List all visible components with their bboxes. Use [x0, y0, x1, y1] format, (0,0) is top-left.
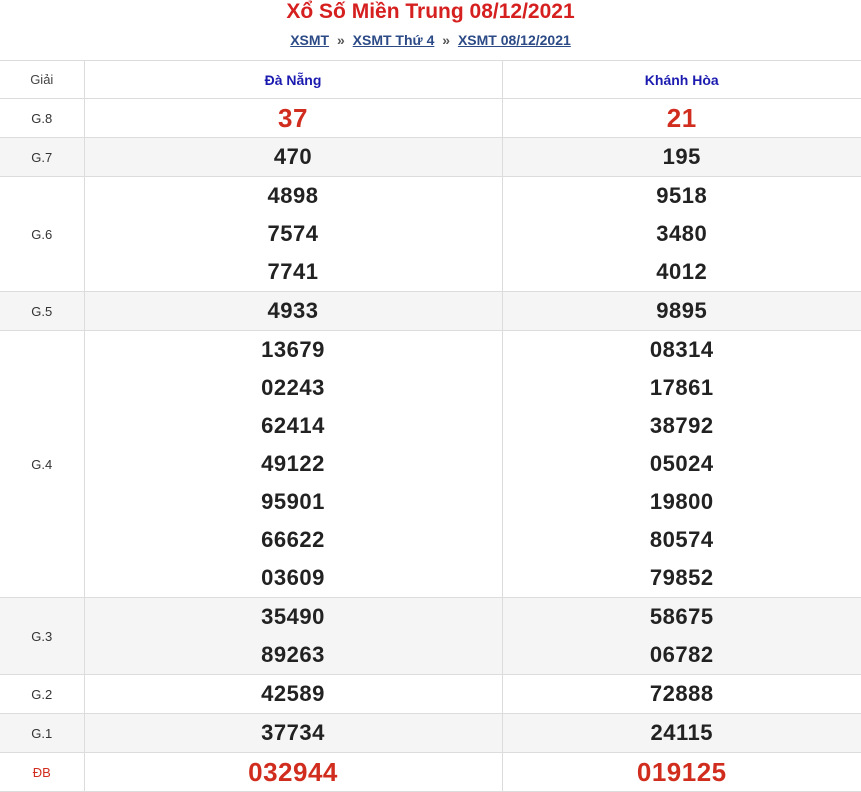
prize-cell [84, 675, 502, 714]
prize-number: 195 [662, 144, 701, 169]
prize-label: G.2 [0, 675, 84, 714]
breadcrumb-link-xsmt-date[interactable]: XSMT 08/12/2021 [457, 32, 571, 48]
prize-number: 49122 [261, 451, 325, 476]
breadcrumb-separator: » [336, 32, 345, 48]
prize-label: G.7 [0, 138, 84, 177]
prize-cell [84, 753, 502, 792]
page-title: Xổ Số Miền Trung 08/12/2021 [286, 0, 575, 23]
prize-number: 7741 [267, 259, 319, 284]
prize-cell [502, 177, 861, 292]
prize-number: 80574 [649, 527, 714, 552]
prize-row [0, 331, 861, 598]
prize-cell [502, 99, 861, 138]
prize-number: 95901 [261, 489, 325, 514]
prize-number: 4933 [267, 298, 319, 323]
prize-row [0, 292, 861, 331]
prize-number: 62414 [261, 413, 325, 438]
prize-number: 13679 [261, 337, 325, 362]
prize-cell [84, 292, 502, 331]
prize-cell [502, 675, 861, 714]
prize-number: 42589 [261, 681, 325, 706]
prize-number: 72888 [649, 681, 714, 706]
prize-row [0, 675, 861, 714]
prize-number: 08314 [649, 337, 714, 362]
prize-number: 38792 [649, 413, 714, 438]
prize-cell [502, 753, 861, 792]
table-header-row [0, 61, 861, 99]
prize-number: 06782 [649, 642, 714, 667]
breadcrumb [0, 28, 861, 60]
results-table [0, 60, 861, 792]
prize-number: 05024 [649, 451, 714, 476]
prize-number: 79852 [649, 565, 714, 590]
prize-row [0, 99, 861, 138]
prize-number: 24115 [650, 720, 713, 745]
prize-number: 9895 [656, 298, 708, 323]
breadcrumb-link-xsmt[interactable]: XSMT [290, 32, 330, 48]
prize-number: 470 [273, 144, 313, 169]
prize-label: G.1 [0, 714, 84, 753]
prize-number: 032944 [248, 757, 338, 787]
prize-number: 89263 [261, 642, 325, 667]
prize-row [0, 753, 861, 792]
prize-number: 35490 [261, 604, 325, 629]
prize-number: 02243 [261, 375, 325, 400]
prize-number: 9518 [656, 183, 708, 208]
prize-number: 4012 [656, 259, 708, 284]
prize-label: G.6 [0, 177, 84, 292]
prize-row [0, 138, 861, 177]
header-province-khanh-hoa[interactable]: Khánh Hòa [502, 61, 861, 99]
prize-label: G.4 [0, 331, 84, 598]
prize-number: 37734 [261, 720, 325, 745]
prize-cell [84, 138, 502, 177]
breadcrumb-link-xsmt-thu-4[interactable]: XSMT Thứ 4 [352, 32, 435, 48]
breadcrumb-separator: » [442, 32, 451, 48]
prize-row [0, 598, 861, 675]
prize-number: 7574 [267, 221, 319, 246]
prize-number: 03609 [261, 565, 325, 590]
prize-label: G.5 [0, 292, 84, 331]
prize-number: 21 [666, 103, 697, 133]
prize-label: G.8 [0, 99, 84, 138]
prize-cell [84, 598, 502, 675]
prize-number: 17861 [649, 375, 714, 400]
prize-row [0, 714, 861, 753]
prize-cell [502, 714, 861, 753]
results-table-body [0, 99, 861, 792]
prize-cell [502, 292, 861, 331]
prize-cell [502, 331, 861, 598]
prize-cell [84, 714, 502, 753]
prize-number: 37 [278, 103, 308, 133]
header-province-da-nang[interactable]: Đà Nẵng [84, 61, 502, 99]
prize-row [0, 177, 861, 292]
prize-label: ĐB [0, 753, 84, 792]
prize-cell [502, 138, 861, 177]
prize-cell [84, 177, 502, 292]
prize-cell [84, 99, 502, 138]
prize-number: 58675 [649, 604, 714, 629]
prize-number: 4898 [267, 183, 319, 208]
prize-number: 3480 [656, 221, 708, 246]
prize-label: G.3 [0, 598, 84, 675]
prize-cell [502, 598, 861, 675]
prize-number: 19800 [649, 489, 714, 514]
header-prize-label: Giải [0, 61, 84, 99]
prize-number: 019125 [636, 757, 727, 787]
prize-number: 66622 [261, 527, 325, 552]
prize-cell [84, 331, 502, 598]
